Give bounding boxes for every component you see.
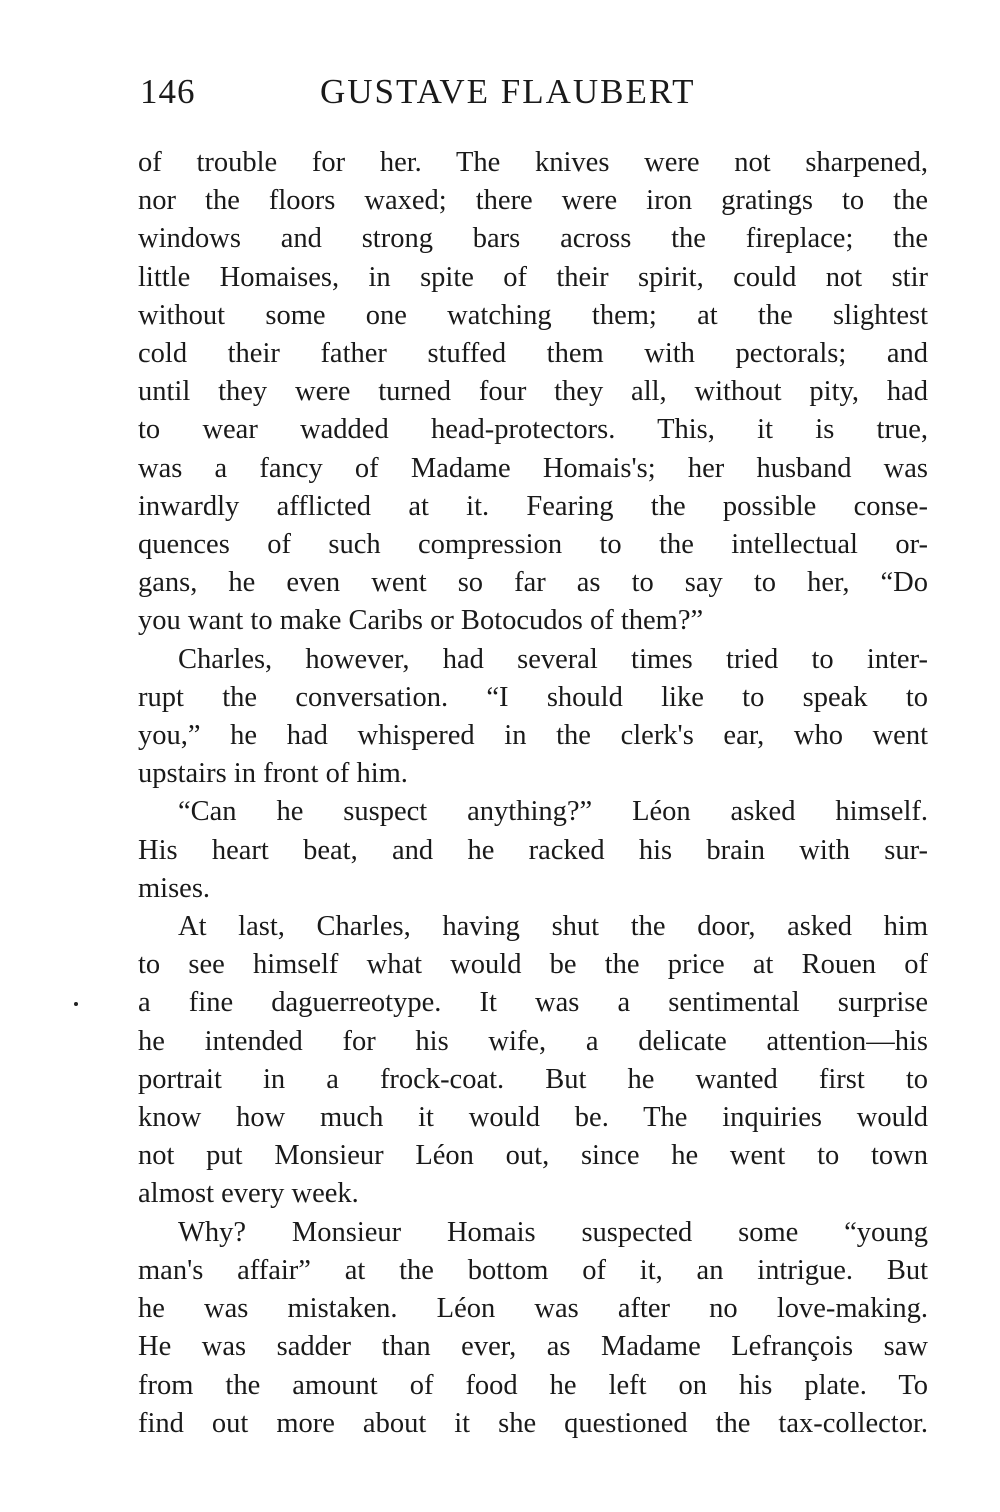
text-line: almost every week. — [138, 1178, 359, 1210]
text-line: windows and strong bars across the fireplace; the — [138, 223, 928, 255]
text-line: he intended for his wife, a delicate attention—his — [138, 1025, 928, 1057]
paragraph-first-line: Why? Monsieur Homais suspected some “young — [178, 1216, 928, 1248]
body-text — [138, 144, 928, 1443]
text-line: His heart beat, and he racked his brain with sur- — [138, 834, 928, 866]
text-line: quences of such compression to the intellectual or- — [138, 529, 928, 561]
text-line: He was sadder than ever, as Madame Lefrançois saw — [138, 1331, 928, 1363]
text-line: rupt the conversation. “I should like to speak to — [138, 681, 928, 713]
text-line: inwardly afflicted at it. Fearing the possible conse- — [138, 490, 928, 522]
text-line: you want to make Caribs or Botocudos of them?” — [138, 605, 704, 637]
text-line: find out more about it she questioned the tax-collector. — [138, 1407, 928, 1439]
ink-speck — [74, 1002, 78, 1006]
text-line: upstairs in front of him. — [138, 758, 408, 790]
text-line: man's affair” at the bottom of it, an intrigue. But — [138, 1254, 928, 1286]
text-line: to see himself what would be the price at Rouen of — [138, 949, 928, 981]
text-line: to wear wadded head-protectors. This, it is true, — [138, 414, 928, 446]
text-line: a fine daguerreotype. It was a sentimental surprise — [138, 987, 928, 1019]
paragraph-first-line: At last, Charles, having shut the door, asked him — [178, 911, 928, 943]
text-line: cold their father stuffed them with pectorals; and — [138, 338, 928, 370]
text-line: until they were turned four they all, without pity, had — [138, 376, 928, 408]
text-line: was a fancy of Madame Homais's; her husband was — [138, 452, 928, 484]
text-line: not put Monsieur Léon out, since he went to town — [138, 1140, 928, 1172]
text-line: from the amount of food he left on his plate. To — [138, 1369, 928, 1401]
paragraph-first-line: Charles, however, had several times tried to inter- — [178, 643, 928, 675]
text-line: gans, he even went so far as to say to her, “Do — [138, 567, 928, 599]
text-line: little Homaises, in spite of their spirit, could not stir — [138, 261, 928, 293]
text-line: know how much it would be. The inquiries would — [138, 1102, 928, 1134]
paragraph-first-line: “Can he suspect anything?” Léon asked himself. — [178, 796, 928, 828]
text-line: of trouble for her. The knives were not sharpened, — [138, 147, 928, 178]
page-number: 146 — [140, 72, 196, 111]
page-header — [140, 72, 760, 112]
text-line: portrait in a frock-coat. But he wanted first to — [138, 1063, 928, 1095]
text-line: without some one watching them; at the slightest — [138, 299, 928, 331]
running-title: GUSTAVE FLAUBERT — [320, 72, 696, 111]
text-line: nor the floors waxed; there were iron gratings to the — [138, 185, 928, 217]
text-line: you,” he had whispered in the clerk's ear, who went — [138, 720, 928, 752]
text-line: he was mistaken. Léon was after no love-making. — [138, 1293, 928, 1325]
text-line: mises. — [138, 872, 211, 904]
